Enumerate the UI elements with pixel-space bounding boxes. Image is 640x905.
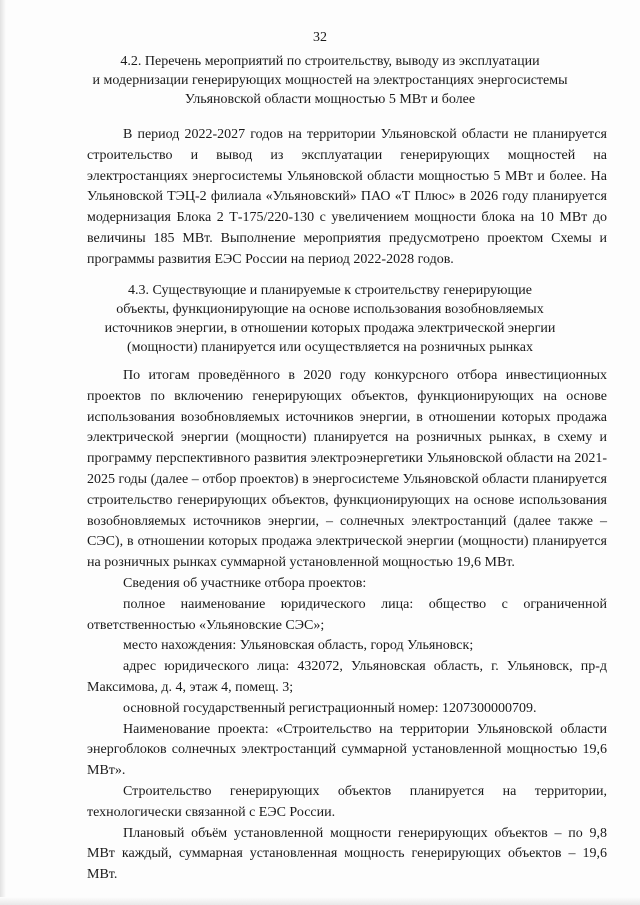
heading-line: 4.2. Перечень мероприятий по строительству, выводу из эксплуатации <box>120 54 540 69</box>
heading-line: источников энергии, в отношении которых продажа электрической энергии <box>104 321 556 336</box>
scan-shadow-bottom <box>0 897 640 905</box>
paragraph: Сведения об участнике отбора проектов: <box>123 575 367 591</box>
paragraph: адрес юридического лица: 432072, Ульяновская область, г. Ульяновск, пр-д Максимова, д. 4, этаж 4, помещ. 3; <box>87 659 607 695</box>
paragraph: основной государственный регистрационный номер: 1207300000709. <box>123 700 537 716</box>
paragraph: Наименование проекта: «Строительство на территории Ульяновской области энергоблоков солнечных электростанций суммарной установленной мощностью 19,6 МВт». <box>87 721 607 779</box>
heading-line: и модернизации генерирующих мощностей на электростанциях энергосистемы <box>92 73 568 88</box>
heading-line: (мощности) планируется или осуществляется на розничных рынках <box>127 340 533 355</box>
paragraph: Плановый объём установленной мощности генерирующих объектов – по 9,8 МВт каждый, суммарная установленная мощность генерирующих объектов – 19,6 МВт. <box>87 825 607 883</box>
section-4-2-body <box>87 125 607 271</box>
paragraph: полное наименование юридического лица: общество с ограниченной ответственностью «Ульяновские СЭС»; <box>87 596 607 633</box>
page-number: 32 <box>313 30 327 45</box>
section-4-3-body <box>87 366 607 886</box>
scan-shadow-left <box>0 0 6 905</box>
heading-line: Ульяновской области мощностью 5 МВт и более <box>184 92 476 107</box>
heading-line: 4.3. Существующие и планируемые к строительству генерирующие <box>128 283 532 298</box>
paragraph: В период 2022-2027 годов на территории Ульяновской области не планируется строительство и вывод из эксплуатации генерирующих мощностей на электростанциях энергосистемы Ульяновской области мощностью 5 МВт и более. На Ульяновской ТЭЦ-2 филиала «Ульяновский» ПАО «Т Плюс» в 2026 году планируется модернизация Блока 2 Т-175/220-130 с увеличением мощности блока на 10 МВт до величины 185 МВт. Выполнение мероприятия предусмотрено проектом Схемы и программы развития ЕЭС России на период 2022-2028 годов. <box>87 127 607 267</box>
section-4-2-heading <box>70 52 590 109</box>
heading-line: объекты, функционирующие на основе использования возобновляемых <box>116 302 544 317</box>
section-4-3-heading <box>70 281 590 357</box>
paragraph: Строительство генерирующих объектов планируется на территории, технологически связанной с ЕЭС России. <box>87 783 607 820</box>
paragraph: По итогам проведённого в 2020 году конкурсного отбора инвестиционных проектов по включению генерирующих объектов, функционирующих на основе использования возобновляемых источников энергии, в отношении которых продажа электрической энергии (мощности) планируется на розничных рынках, в схему и программу перспективного развития электроэнергетики Ульяновской области на 2021-2025 годы (далее – отбор проектов) в энергосистеме Ульяновской области планируется строительство генерирующих объектов, функционирующих на основе использования возобновляемых источников энергии, – солнечных электростанций (далее также – СЭС), в отношении которых продажа электрической энергии (мощности) планируется на розничных рынках суммарной установленной мощностью 19,6 МВт. <box>87 368 607 571</box>
paragraph: место нахождения: Ульяновская область, город Ульяновск; <box>123 638 474 654</box>
